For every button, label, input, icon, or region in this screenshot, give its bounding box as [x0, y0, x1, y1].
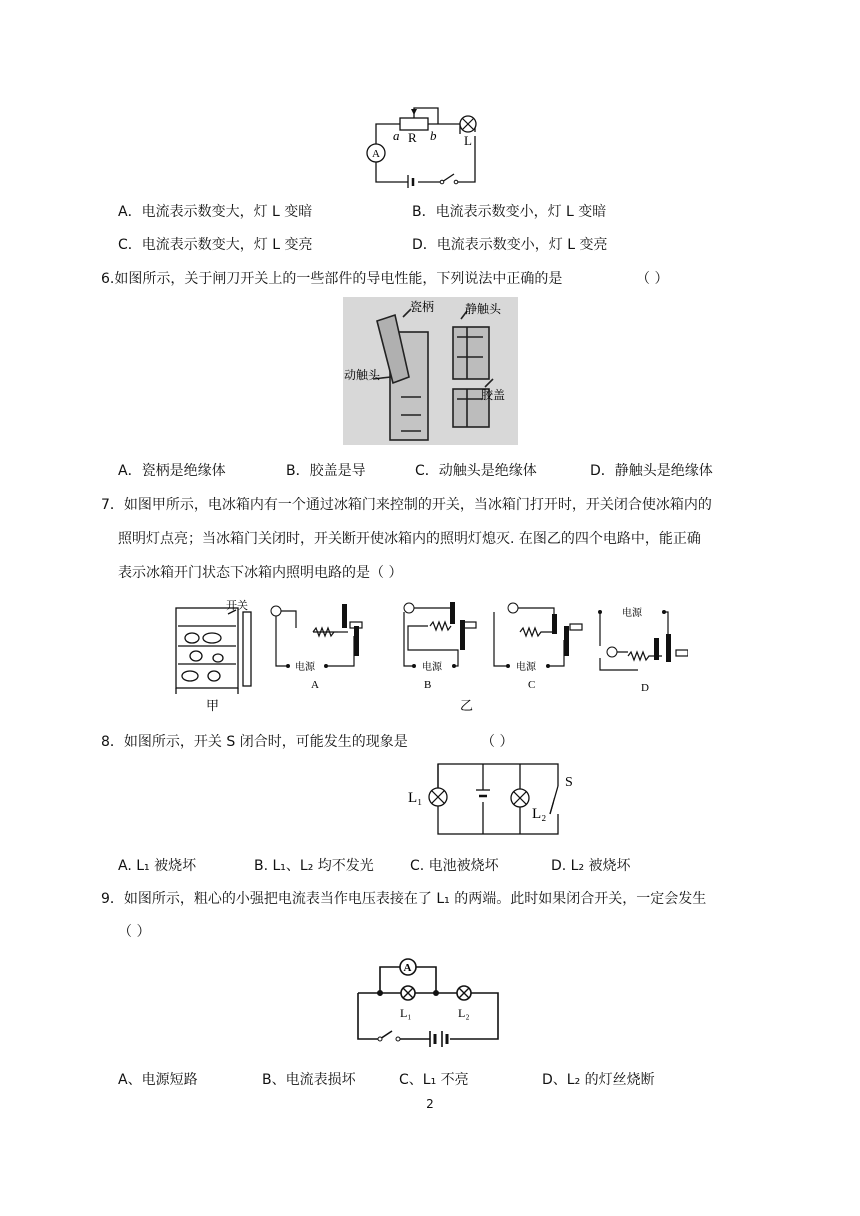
q6-option-a: A．瓷柄是绝缘体	[118, 463, 226, 479]
q6-stem: 6.如图所示，关于闸刀开关上的一些部件的导电性能，下列说法中正确的是	[101, 271, 563, 287]
q9-ammeter-label: A	[403, 962, 412, 974]
q9-option-b: B、电流表损坏	[262, 1072, 356, 1088]
q7-stem-line1: 7．如图甲所示，电冰箱内有一个通过冰箱门来控制的开关，当冰箱门打开时，开关闭合使冰箱内的	[101, 497, 712, 513]
q8-label-l1: L₁	[408, 790, 423, 806]
q6-label-handle: 瓷柄	[410, 300, 435, 314]
q7-stem-line2: 照明灯点亮；当冰箱门关闭时，开关断开使冰箱内的照明灯熄灭. 在图乙的四个电路中，能正确	[118, 531, 701, 547]
q9-circuit-diagram	[350, 953, 510, 1057]
q5-label-a: a	[393, 128, 400, 143]
q8-option-c: C. 电池被烧坏	[410, 858, 499, 874]
q7-d-power-label: 电源	[622, 608, 642, 619]
q7-circuit-d-label: D	[641, 682, 649, 694]
q6-label-static-contact: 静触头	[465, 302, 502, 316]
q7-stem-line3: 表示冰箱开门状态下冰箱内照明电路的是（ ）	[118, 565, 403, 581]
q9-answer-paren: （ ）	[118, 924, 151, 940]
q6-label-moving-contact: 动触头	[344, 368, 381, 382]
q7-a-power-label: 电源	[295, 662, 315, 673]
q8-option-d: D. L₂ 被烧坏	[551, 858, 631, 874]
q7-circuit-a-label: A	[311, 679, 319, 691]
q6-knife-switch-photo	[343, 297, 518, 445]
q9-label-l2: L₂	[458, 1006, 470, 1020]
q8-stem: 8．如图所示，开关 S 闭合时，可能发生的现象是	[101, 734, 408, 750]
q5-option-c: C．电流表示数变大，灯 L 变亮	[118, 237, 313, 253]
q7-figure	[168, 598, 688, 716]
page-number: 2	[426, 1097, 434, 1111]
q6-option-b: B．胶盖是导	[286, 463, 366, 479]
q9-label-l1: L₁	[400, 1006, 412, 1020]
q9-stem-line1: 9．如图所示，粗心的小强把电流表当作电压表接在了 L₁ 的两端。此时如果闭合开关，一定会发生	[101, 891, 707, 907]
q8-label-s: S	[565, 775, 573, 790]
q6-option-d: D．静触头是绝缘体	[590, 463, 713, 479]
q7-fridge-icon	[176, 608, 251, 694]
q8-label-l2: L₂	[532, 806, 547, 822]
q5-ammeter-label: A	[372, 148, 380, 160]
q9-option-c: C、L₁ 不亮	[399, 1072, 469, 1088]
q9-option-a: A、电源短路	[118, 1072, 198, 1088]
q7-c-power-label: 电源	[516, 662, 536, 673]
q5-label-l: L	[464, 133, 472, 148]
q6-label-cover: 胶盖	[481, 388, 506, 402]
q7-circuit-b-label: B	[424, 679, 432, 691]
q8-option-b: B. L₁、L₂ 均不发光	[254, 858, 374, 874]
q8-circuit-diagram	[400, 756, 590, 840]
q8-answer-paren: （ ）	[481, 734, 514, 750]
q5-option-d: D．电流表示数变小，灯 L 变亮	[412, 237, 608, 253]
q6-answer-paren: （ ）	[636, 271, 669, 287]
q5-label-r: R	[408, 130, 417, 145]
q5-option-b: B．电流表示数变小，灯 L 变暗	[412, 204, 607, 220]
q7-circuit-c-label: C	[528, 679, 536, 691]
q7-b-power-label: 电源	[422, 662, 442, 673]
q7-fridge-switch-label: 开关	[226, 600, 248, 612]
q7-label-jia: 甲	[206, 698, 220, 713]
q8-option-a: A. L₁ 被烧坏	[118, 858, 197, 874]
q5-option-a: A．电流表示数变大，灯 L 变暗	[118, 204, 313, 220]
q6-option-c: C．动触头是绝缘体	[415, 463, 537, 479]
q5-label-b: b	[430, 128, 437, 143]
q9-option-d: D、L₂ 的灯丝烧断	[542, 1072, 655, 1088]
q7-label-yi: 乙	[460, 698, 474, 713]
q5-circuit-diagram	[360, 104, 520, 188]
